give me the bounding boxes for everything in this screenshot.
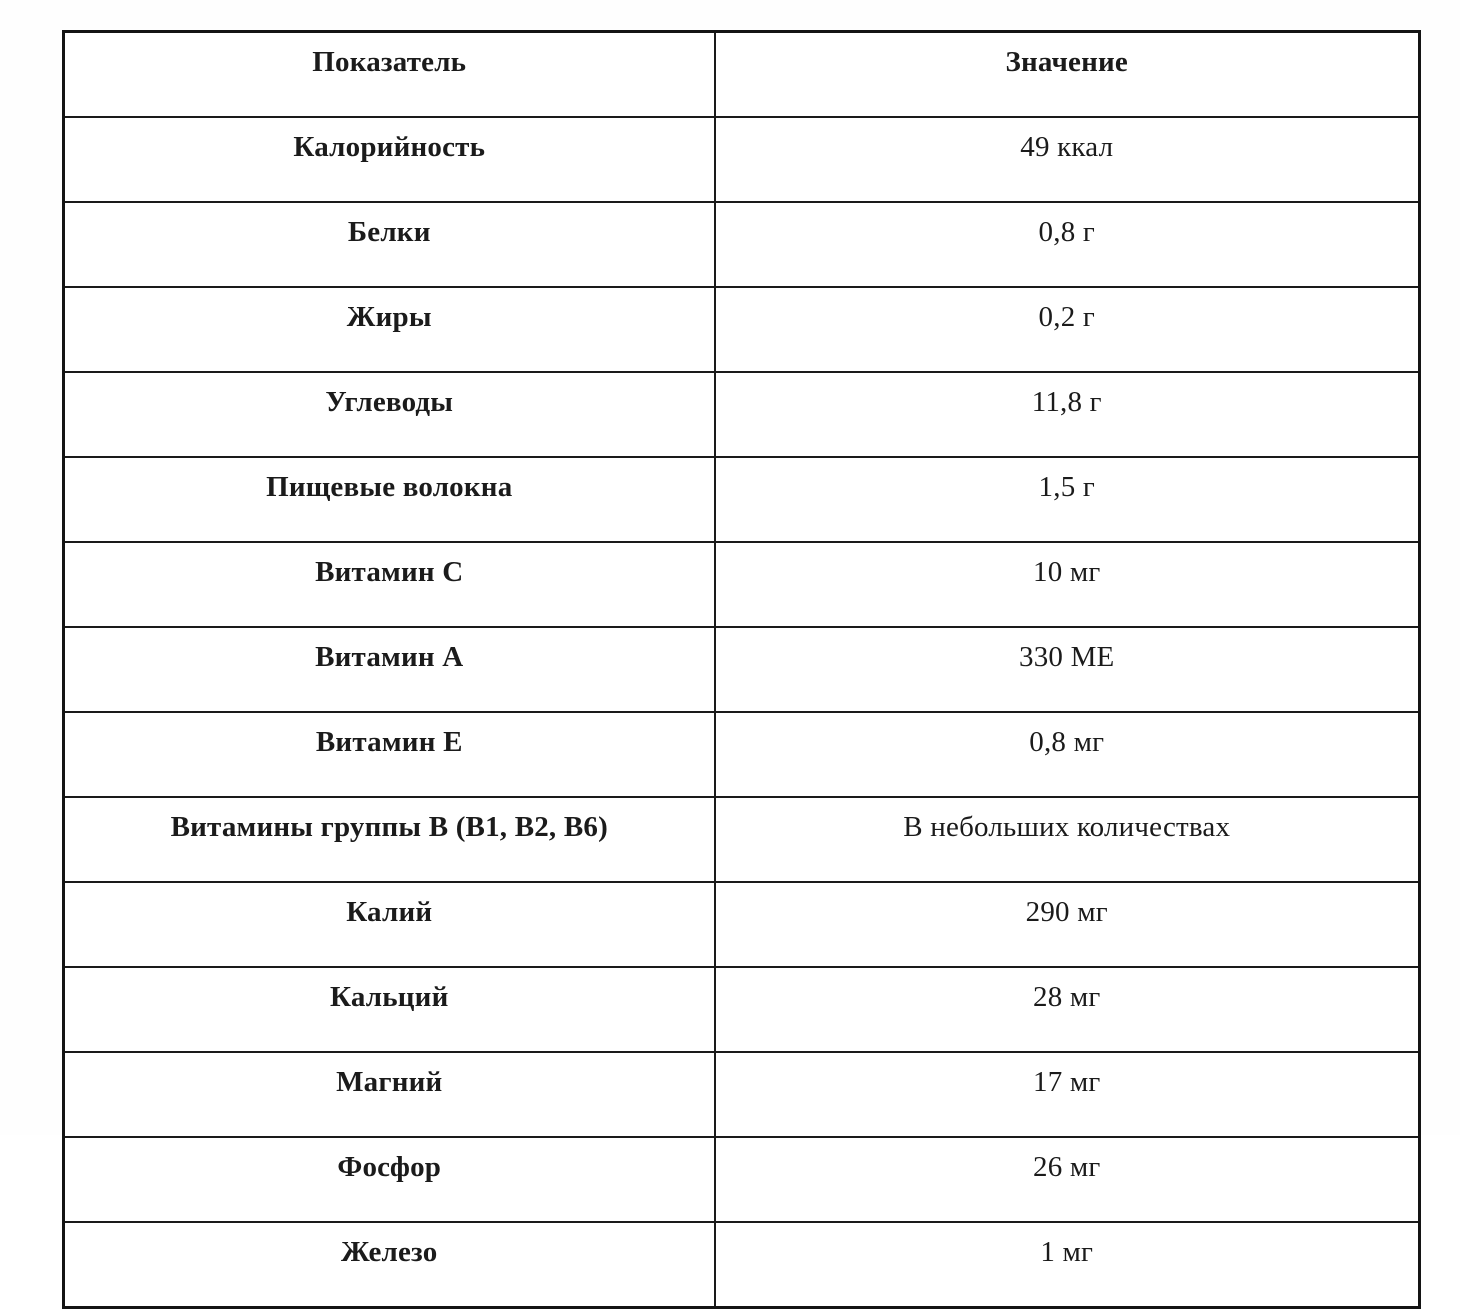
header-row bbox=[64, 32, 1420, 118]
table-row bbox=[64, 967, 1420, 1052]
table-body bbox=[64, 117, 1420, 1308]
indicator-cell: Магний bbox=[64, 1052, 715, 1137]
indicator-cell: Калий bbox=[64, 882, 715, 967]
table-row bbox=[64, 1222, 1420, 1308]
value-cell: 0,8 мг bbox=[715, 712, 1420, 797]
value-cell: 26 мг bbox=[715, 1137, 1420, 1222]
table-row bbox=[64, 627, 1420, 712]
table-row bbox=[64, 202, 1420, 287]
value-cell: 1 мг bbox=[715, 1222, 1420, 1308]
table-row bbox=[64, 287, 1420, 372]
value-cell: 49 ккал bbox=[715, 117, 1420, 202]
indicator-cell: Жиры bbox=[64, 287, 715, 372]
table-row bbox=[64, 882, 1420, 967]
indicator-cell: Витамин C bbox=[64, 542, 715, 627]
table-row bbox=[64, 1137, 1420, 1222]
nutrition-table bbox=[62, 30, 1421, 1309]
indicator-cell: Углеводы bbox=[64, 372, 715, 457]
table-row bbox=[64, 542, 1420, 627]
value-cell: 17 мг bbox=[715, 1052, 1420, 1137]
value-cell: 10 мг bbox=[715, 542, 1420, 627]
table-row bbox=[64, 117, 1420, 202]
indicator-cell: Витамин A bbox=[64, 627, 715, 712]
value-cell: 1,5 г bbox=[715, 457, 1420, 542]
indicator-cell: Пищевые волокна bbox=[64, 457, 715, 542]
value-cell: 0,8 г bbox=[715, 202, 1420, 287]
table-row bbox=[64, 797, 1420, 882]
indicator-cell: Фосфор bbox=[64, 1137, 715, 1222]
column-header-value: Значение bbox=[715, 32, 1420, 118]
indicator-cell: Витамины группы B (B1, B2, B6) bbox=[64, 797, 715, 882]
indicator-cell: Белки bbox=[64, 202, 715, 287]
indicator-cell: Железо bbox=[64, 1222, 715, 1308]
table-row bbox=[64, 457, 1420, 542]
column-header-indicator: Показатель bbox=[64, 32, 715, 118]
table-row bbox=[64, 712, 1420, 797]
value-cell: 11,8 г bbox=[715, 372, 1420, 457]
table-header bbox=[64, 32, 1420, 118]
value-cell: 0,2 г bbox=[715, 287, 1420, 372]
value-cell: 28 мг bbox=[715, 967, 1420, 1052]
value-cell: 330 МЕ bbox=[715, 627, 1420, 712]
value-cell: 290 мг bbox=[715, 882, 1420, 967]
table-row bbox=[64, 1052, 1420, 1137]
indicator-cell: Витамин E bbox=[64, 712, 715, 797]
value-cell: В небольших количествах bbox=[715, 797, 1420, 882]
table-row bbox=[64, 372, 1420, 457]
indicator-cell: Калорийность bbox=[64, 117, 715, 202]
indicator-cell: Кальций bbox=[64, 967, 715, 1052]
